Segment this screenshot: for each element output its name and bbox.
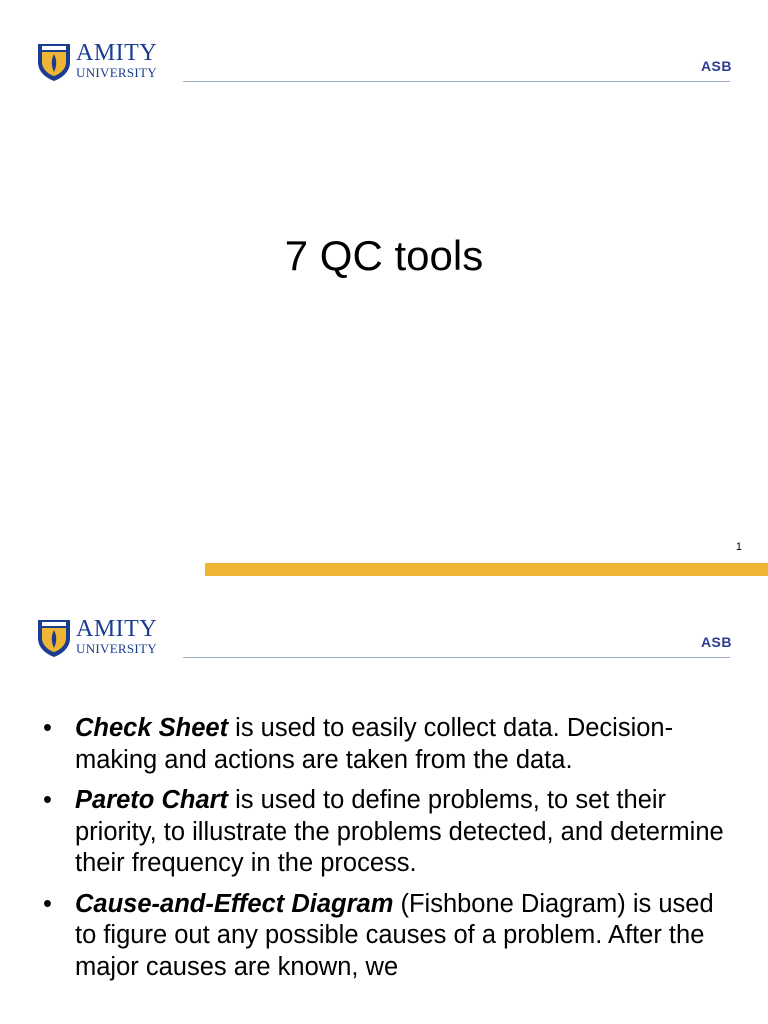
logo-name: AMITY (76, 616, 158, 642)
bullet-text: is used to easily collect data. Decision-making and actions are taken from the data. (75, 714, 674, 774)
school-label: ASB (700, 58, 732, 74)
logo-name: AMITY (76, 40, 158, 66)
school-label: ASB (700, 634, 732, 650)
crest-icon (36, 40, 72, 82)
bullet-item (40, 713, 740, 776)
logo-subname: UNIVERSITY (76, 65, 157, 80)
bullet-text: (Fishbone Diagram) is used to figure out any possible causes of a problem. After the major causes are known, we (75, 889, 714, 981)
bullet-text: is used to define problems, to set their priority, to illustrate the problems detected, and determine their frequency in the process. (75, 786, 724, 877)
bullet-list (40, 713, 740, 992)
bullet-term: Pareto Chart (75, 786, 229, 814)
amity-logo (36, 40, 176, 84)
slide-2 (0, 576, 768, 1024)
header-rule (183, 657, 730, 658)
crest-icon (36, 616, 72, 658)
header-rule (183, 81, 730, 82)
accent-bar (205, 563, 768, 576)
bullet-item (40, 785, 740, 880)
bullet-term: Check Sheet (75, 714, 229, 742)
slide-title: 7 QC tools (284, 232, 484, 279)
bullet-item (40, 889, 740, 984)
page-number: 1 (735, 541, 742, 553)
logo-subname: UNIVERSITY (76, 641, 157, 656)
bullet-term: Cause-and-Effect Diagram (75, 889, 394, 918)
amity-logo (36, 616, 176, 660)
